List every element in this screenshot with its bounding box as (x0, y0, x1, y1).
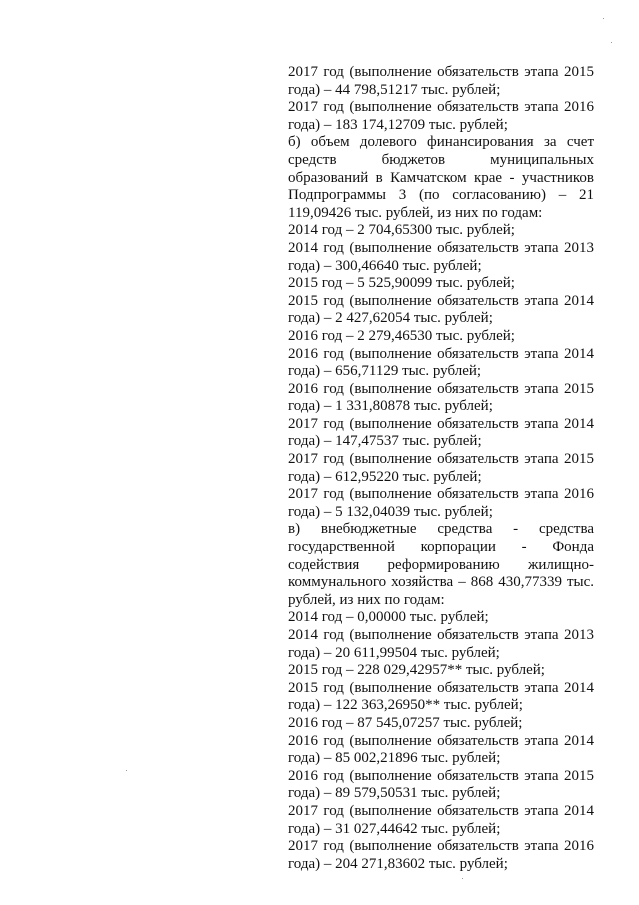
paragraph-extrabudgetary-intro: в) внебюджетные средства - средства государственной корпорации - Фонда содействия реформированию жилищно-коммунального хозяйства – 868 430,77339 тыс. рублей, из них по годам: (288, 521, 594, 608)
paragraph-municipal-2016: 2016 год – 2 279,46530 тыс. рублей; (288, 327, 515, 344)
paragraph-fund-2014-stage-2013: 2014 год (выполнение обязательств этапа 2013 года) – 20 611,99504 тыс. рублей; (288, 627, 594, 661)
paragraph-municipal-2016-stage-2014: 2016 год (выполнение обязательств этапа 2014 года) – 656,71129 тыс. рублей; (288, 345, 594, 380)
paragraph-2017-stage-2016-regional: 2017 год (выполнение обязательств этапа 2016 года) – 183 174,12709 тыс. рублей; (288, 99, 594, 133)
paragraph-fund-2015: 2015 год – 228 029,42957** тыс. рублей; (288, 662, 545, 679)
scan-speck (603, 18, 604, 19)
scan-speck (126, 770, 127, 771)
paragraph-fund-2014: 2014 год – 0,00000 тыс. рублей; (288, 609, 489, 626)
budget-text-column (288, 64, 594, 873)
scan-speck (611, 42, 612, 43)
paragraph-fund-2016-stage-2015: 2016 год (выполнение обязательств этапа 2015 года) – 89 579,50531 тыс. рублей; (288, 767, 594, 802)
paragraph-municipal-2015: 2015 год – 5 525,90099 тыс. рублей; (288, 275, 515, 292)
paragraph-municipal-funding-intro: б) объем долевого финансирования за счет средств бюджетов муниципальных образований в Камчатском крае - участников Подпрограммы 3 (по согласованию) – 21 119,09426 тыс. рублей, из них по годам: (288, 134, 594, 221)
paragraph-municipal-2014-stage-2013: 2014 год (выполнение обязательств этапа 2013 года) – 300,46640 тыс. рублей; (288, 239, 594, 274)
paragraph-fund-2016: 2016 год – 87 545,07257 тыс. рублей; (288, 714, 523, 731)
paragraph-municipal-2016-stage-2015: 2016 год (выполнение обязательств этапа 2015 года) – 1 331,80878 тыс. рублей; (288, 380, 594, 415)
paragraph-fund-2017-stage-2014: 2017 год (выполнение обязательств этапа 2014 года) – 31 027,44642 тыс. рублей; (288, 802, 594, 837)
paragraph-fund-2016-stage-2014: 2016 год (выполнение обязательств этапа 2014 года) – 85 002,21896 тыс. рублей; (288, 732, 594, 767)
paragraph-fund-2017-stage-2016: 2017 год (выполнение обязательств этапа 2016 года) – 204 271,83602 тыс. рублей; (288, 838, 594, 872)
paragraph-municipal-2014: 2014 год – 2 704,65300 тыс. рублей; (288, 222, 515, 239)
paragraph-municipal-2017-stage-2014: 2017 год (выполнение обязательств этапа 2014 года) – 147,47537 тыс. рублей; (288, 415, 594, 450)
paragraph-2017-stage-2015-regional: 2017 год (выполнение обязательств этапа 2015 года) – 44 798,51217 тыс. рублей; (288, 64, 594, 98)
paragraph-municipal-2017-stage-2015: 2017 год (выполнение обязательств этапа 2015 года) – 612,95220 тыс. рублей; (288, 451, 594, 485)
paragraph-municipal-2017-stage-2016: 2017 год (выполнение обязательств этапа 2016 года) – 5 132,04039 тыс. рублей; (288, 486, 594, 520)
scan-speck (462, 878, 463, 879)
paragraph-fund-2015-stage-2014: 2015 год (выполнение обязательств этапа 2014 года) – 122 363,26950** тыс. рублей; (288, 679, 594, 714)
paragraph-municipal-2015-stage-2014: 2015 год (выполнение обязательств этапа 2014 года) – 2 427,62054 тыс. рублей; (288, 292, 594, 327)
